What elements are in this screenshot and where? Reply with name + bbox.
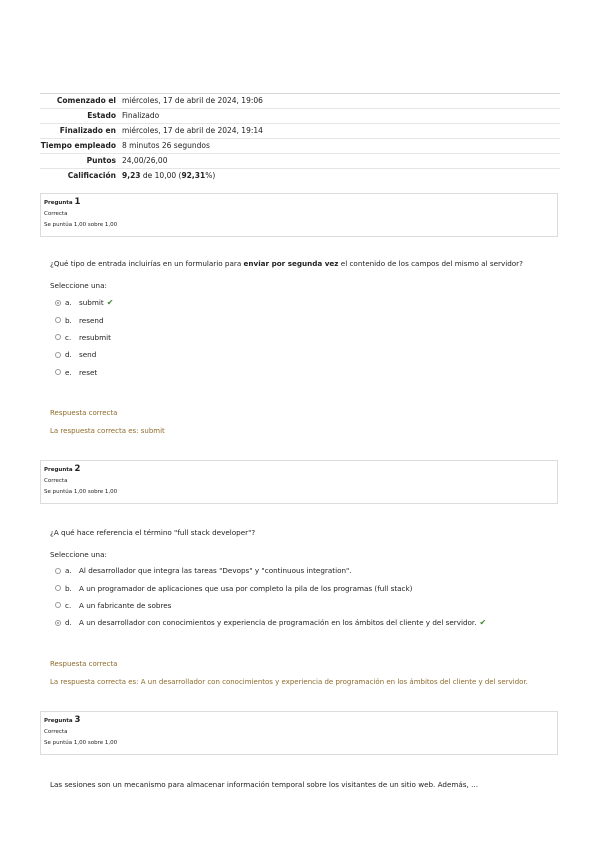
grade-value: 9,23 de 10,00 (92,31%) bbox=[122, 171, 216, 180]
option-c[interactable]: c. resubmit bbox=[50, 329, 113, 346]
question-number: Pregunta 2 bbox=[44, 464, 81, 474]
feedback-title: Respuesta correcta bbox=[50, 660, 118, 668]
option-d[interactable]: d. send bbox=[50, 346, 113, 363]
feedback-answer: La respuesta correcta es: A un desarrollador con conocimientos y experiencia de programación en los ámbitos del cliente y del servidor. bbox=[50, 678, 528, 686]
option-a[interactable]: a. submit ✔ bbox=[50, 294, 113, 311]
radio[interactable] bbox=[55, 369, 61, 375]
checkmark-icon: ✔ bbox=[479, 618, 487, 628]
question-text: ¿Qué tipo de entrada incluirías en un formulario para enviar por segunda vez el contenido de los campos del mismo al servidor? bbox=[50, 259, 523, 268]
radio[interactable] bbox=[55, 568, 61, 574]
question-status: Correcta bbox=[44, 211, 68, 217]
question-points: Se puntúa 1,00 sobre 1,00 bbox=[44, 489, 118, 495]
radio[interactable] bbox=[55, 585, 61, 591]
radio-selected[interactable] bbox=[55, 300, 61, 306]
summary-row: Puntos 24,00/26,00 bbox=[40, 154, 560, 169]
question-text: ¿A qué hace referencia el término "full stack developer"? bbox=[50, 528, 256, 537]
radio[interactable] bbox=[55, 334, 61, 340]
question-text: Las sesiones son un mecanismo para almacenar información temporal sobre los visitantes de un sitio web. Además, ... bbox=[50, 780, 478, 789]
option-b[interactable]: b. A un programador de aplicaciones que usa por completo la pila de los programas (full stack) bbox=[50, 579, 486, 596]
question-info-3 bbox=[40, 711, 558, 755]
question-points: Se puntúa 1,00 sobre 1,00 bbox=[44, 222, 118, 228]
question-status: Correcta bbox=[44, 478, 68, 484]
question-number: Pregunta 3 bbox=[44, 715, 81, 725]
summary-row: Estado Finalizado bbox=[40, 109, 560, 124]
question-info-1 bbox=[40, 193, 558, 237]
question-info-2 bbox=[40, 460, 558, 504]
option-b[interactable]: b. resend bbox=[50, 311, 113, 328]
question-status: Correcta bbox=[44, 729, 68, 735]
attempt-summary bbox=[40, 93, 560, 183]
select-prompt: Seleccione una: bbox=[50, 550, 107, 559]
answer-options bbox=[50, 562, 486, 632]
option-a[interactable]: a. Al desarrollador que integra las tareas "Devops" y "continuous integration". bbox=[50, 562, 486, 579]
radio-selected[interactable] bbox=[55, 620, 61, 626]
select-prompt: Seleccione una: bbox=[50, 281, 107, 290]
summary-row-grade: Calificación 9,23 de 10,00 (92,31%) bbox=[40, 169, 560, 184]
question-points: Se puntúa 1,00 sobre 1,00 bbox=[44, 740, 118, 746]
question-number: Pregunta 1 bbox=[44, 197, 81, 207]
option-c[interactable]: c. A un fabricante de sobres bbox=[50, 597, 486, 614]
feedback-answer: La respuesta correcta es: submit bbox=[50, 427, 165, 435]
feedback-title: Respuesta correcta bbox=[50, 409, 118, 417]
answer-options bbox=[50, 294, 113, 381]
option-e[interactable]: e. reset bbox=[50, 364, 113, 381]
summary-row: Finalizado en miércoles, 17 de abril de 2024, 19:14 bbox=[40, 124, 560, 139]
option-d[interactable]: d. A un desarrollador con conocimientos y experiencia de programación en los ámbitos del cliente y del servidor. ✔ bbox=[50, 614, 486, 631]
radio[interactable] bbox=[55, 602, 61, 608]
checkmark-icon: ✔ bbox=[106, 298, 114, 308]
summary-row: Tiempo empleado 8 minutos 26 segundos bbox=[40, 139, 560, 154]
radio[interactable] bbox=[55, 352, 61, 358]
summary-row: Comenzado el miércoles, 17 de abril de 2024, 19:06 bbox=[40, 94, 560, 109]
radio[interactable] bbox=[55, 317, 61, 323]
